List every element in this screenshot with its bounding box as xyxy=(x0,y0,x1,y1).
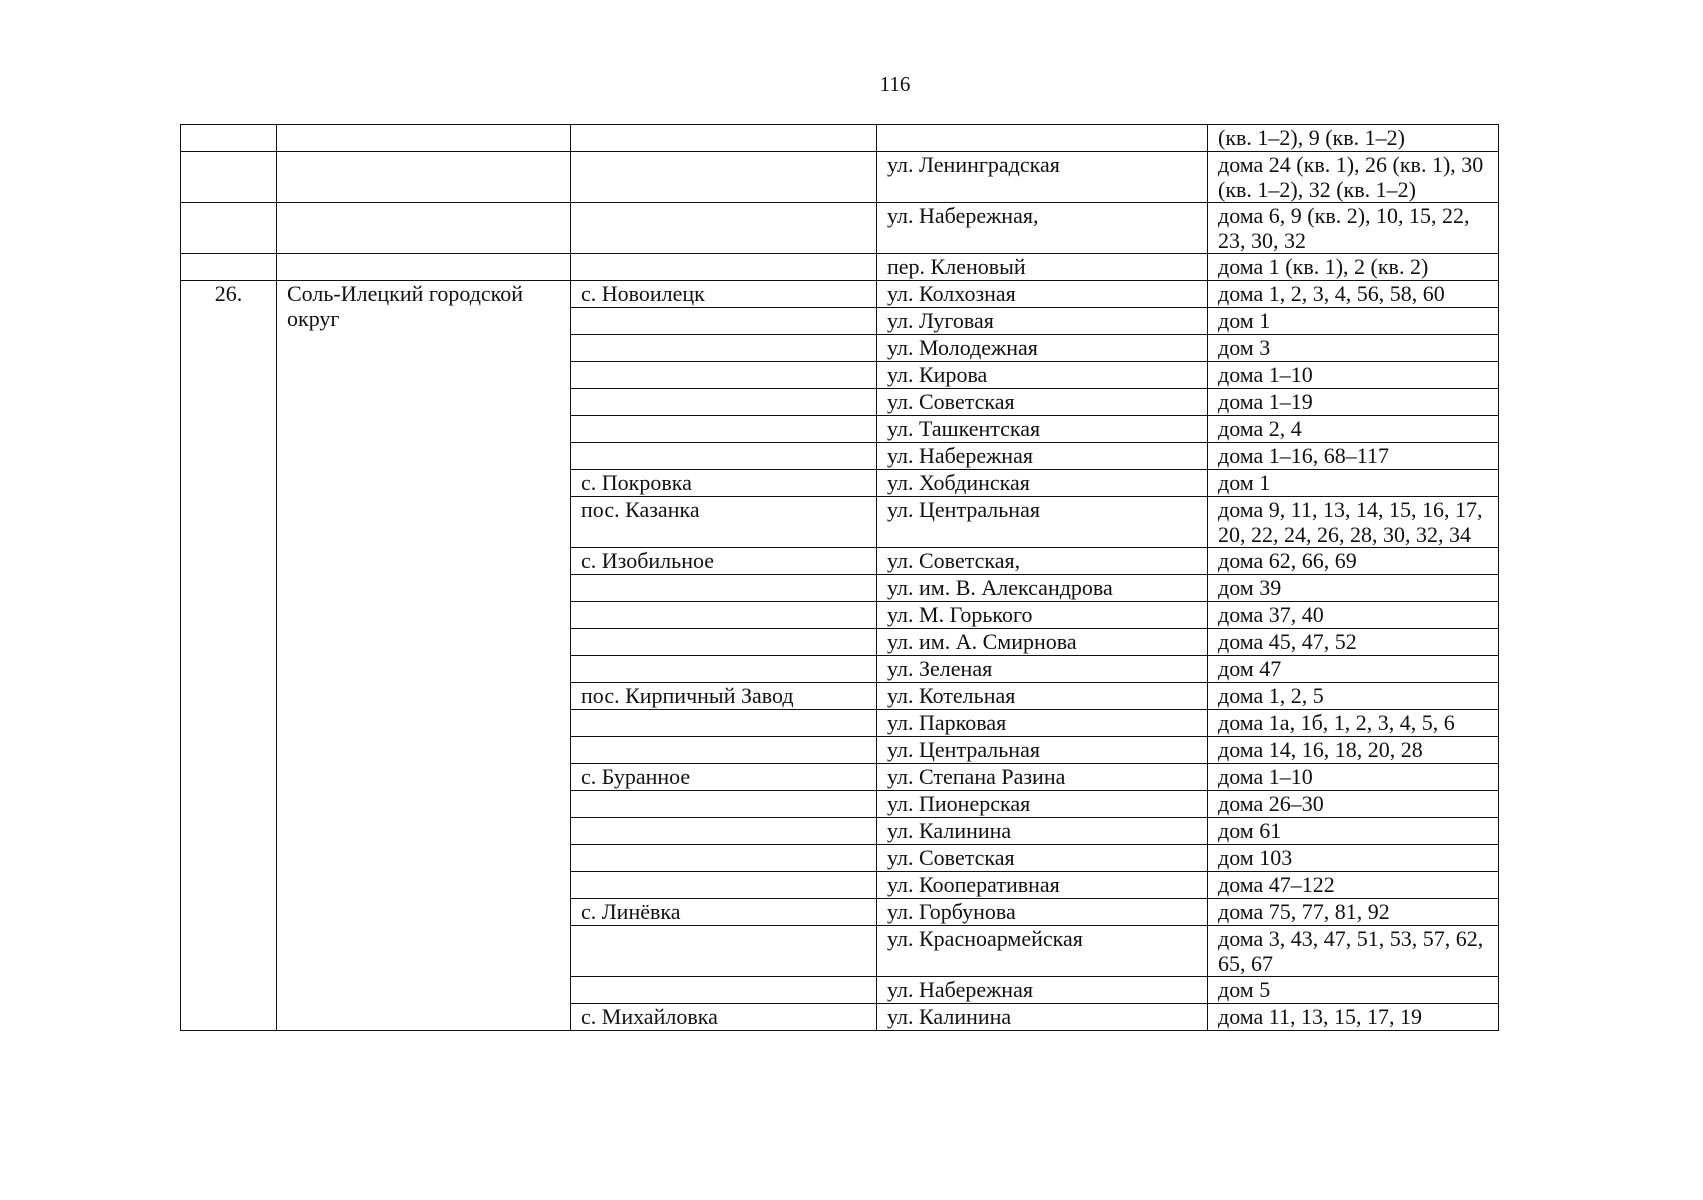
houses-cell: дома 47–122 xyxy=(1208,872,1499,899)
street-cell: ул. Пионерская xyxy=(877,791,1208,818)
settlement-cell: пос. Кирпичный Завод xyxy=(571,683,877,710)
street-cell: ул. Зеленая xyxy=(877,656,1208,683)
street-cell: ул. им. В. Александрова xyxy=(877,575,1208,602)
houses-cell: дома 11, 13, 15, 17, 19 xyxy=(1208,1004,1499,1031)
houses-cell: дома 6, 9 (кв. 2), 10, 15, 22, 23, 30, 32 xyxy=(1208,203,1499,254)
number-cell xyxy=(181,152,277,203)
houses-cell: (кв. 1–2), 9 (кв. 1–2) xyxy=(1208,125,1499,152)
settlement-cell xyxy=(571,791,877,818)
street-cell: ул. Ленинградская xyxy=(877,152,1208,203)
street-cell: ул. Калинина xyxy=(877,1004,1208,1031)
settlement-cell xyxy=(571,362,877,389)
street-cell: ул. Колхозная xyxy=(877,281,1208,308)
settlement-cell: пос. Казанка xyxy=(571,497,877,548)
street-cell xyxy=(877,125,1208,152)
settlement-cell xyxy=(571,254,877,281)
settlement-cell xyxy=(571,926,877,977)
settlement-cell xyxy=(571,416,877,443)
houses-cell: дома 1а, 1б, 1, 2, 3, 4, 5, 6 xyxy=(1208,710,1499,737)
street-cell: ул. Степана Разина xyxy=(877,764,1208,791)
street-cell: ул. Набережная xyxy=(877,443,1208,470)
table-row xyxy=(181,125,1499,152)
street-cell: ул. Луговая xyxy=(877,308,1208,335)
houses-cell: дома 1–16, 68–117 xyxy=(1208,443,1499,470)
street-cell: ул. Молодежная xyxy=(877,335,1208,362)
street-cell: ул. Набережная xyxy=(877,977,1208,1004)
houses-cell: дом 1 xyxy=(1208,308,1499,335)
street-cell: ул. Центральная xyxy=(877,737,1208,764)
houses-cell: дом 47 xyxy=(1208,656,1499,683)
number-cell xyxy=(181,254,277,281)
settlement-cell xyxy=(571,845,877,872)
street-cell: ул. Калинина xyxy=(877,818,1208,845)
address-table-body xyxy=(181,125,1499,1031)
settlement-cell: с. Изобильное xyxy=(571,548,877,575)
settlement-cell: с. Линёвка xyxy=(571,899,877,926)
houses-cell: дома 1–10 xyxy=(1208,362,1499,389)
street-cell: ул. Красноармейская xyxy=(877,926,1208,977)
district-cell: Соль-Илецкий городской округ xyxy=(277,281,571,1031)
street-cell: ул. Кирова xyxy=(877,362,1208,389)
settlement-cell xyxy=(571,575,877,602)
houses-cell: дом 5 xyxy=(1208,977,1499,1004)
houses-cell: дом 1 xyxy=(1208,470,1499,497)
settlement-cell xyxy=(571,602,877,629)
houses-cell: дом 103 xyxy=(1208,845,1499,872)
houses-cell: дома 2, 4 xyxy=(1208,416,1499,443)
houses-cell: дома 1 (кв. 1), 2 (кв. 2) xyxy=(1208,254,1499,281)
houses-cell: дома 45, 47, 52 xyxy=(1208,629,1499,656)
street-cell: ул. М. Горького xyxy=(877,602,1208,629)
settlement-cell xyxy=(571,125,877,152)
table-row xyxy=(181,281,1499,308)
settlement-cell: с. Покровка xyxy=(571,470,877,497)
settlement-cell xyxy=(571,629,877,656)
number-cell xyxy=(181,203,277,254)
settlement-cell xyxy=(571,152,877,203)
street-cell: ул. Парковая xyxy=(877,710,1208,737)
district-cell xyxy=(277,152,571,203)
houses-cell: дома 62, 66, 69 xyxy=(1208,548,1499,575)
number-cell xyxy=(181,125,277,152)
houses-cell: дом 39 xyxy=(1208,575,1499,602)
houses-cell: дома 1, 2, 5 xyxy=(1208,683,1499,710)
settlement-cell xyxy=(571,872,877,899)
settlement-cell xyxy=(571,389,877,416)
street-cell: ул. Советская xyxy=(877,389,1208,416)
settlement-cell xyxy=(571,203,877,254)
district-cell xyxy=(277,254,571,281)
street-cell: ул. Горбунова xyxy=(877,899,1208,926)
street-cell: ул. Советская, xyxy=(877,548,1208,575)
district-cell xyxy=(277,203,571,254)
houses-cell: дома 75, 77, 81, 92 xyxy=(1208,899,1499,926)
district-cell xyxy=(277,125,571,152)
street-cell: ул. Советская xyxy=(877,845,1208,872)
settlement-cell: с. Новоилецк xyxy=(571,281,877,308)
street-cell: ул. Ташкентская xyxy=(877,416,1208,443)
houses-cell: дом 61 xyxy=(1208,818,1499,845)
street-cell: ул. Центральная xyxy=(877,497,1208,548)
page-number: 116 xyxy=(879,72,911,96)
table-row xyxy=(181,254,1499,281)
settlement-cell xyxy=(571,737,877,764)
houses-cell: дома 37, 40 xyxy=(1208,602,1499,629)
houses-cell: дома 26–30 xyxy=(1208,791,1499,818)
settlement-cell xyxy=(571,443,877,470)
settlement-cell: с. Михайловка xyxy=(571,1004,877,1031)
settlement-cell xyxy=(571,710,877,737)
houses-cell: дома 1, 2, 3, 4, 56, 58, 60 xyxy=(1208,281,1499,308)
settlement-cell xyxy=(571,335,877,362)
street-cell: ул. Набережная, xyxy=(877,203,1208,254)
number-cell: 26. xyxy=(181,281,277,1031)
table-row xyxy=(181,152,1499,203)
houses-cell: дома 9, 11, 13, 14, 15, 16, 17, 20, 22, 24, 26, 28, 30, 32, 34 xyxy=(1208,497,1499,548)
table-row xyxy=(181,203,1499,254)
street-cell: ул. Котельная xyxy=(877,683,1208,710)
settlement-cell xyxy=(571,818,877,845)
houses-cell: дом 3 xyxy=(1208,335,1499,362)
settlement-cell xyxy=(571,977,877,1004)
street-cell: ул. Хобдинская xyxy=(877,470,1208,497)
houses-cell: дома 14, 16, 18, 20, 28 xyxy=(1208,737,1499,764)
houses-cell: дома 3, 43, 47, 51, 53, 57, 62, 65, 67 xyxy=(1208,926,1499,977)
settlement-cell: с. Буранное xyxy=(571,764,877,791)
houses-cell: дома 24 (кв. 1), 26 (кв. 1), 30 (кв. 1–2), 32 (кв. 1–2) xyxy=(1208,152,1499,203)
address-table xyxy=(180,124,1499,1031)
settlement-cell xyxy=(571,656,877,683)
houses-cell: дома 1–10 xyxy=(1208,764,1499,791)
houses-cell: дома 1–19 xyxy=(1208,389,1499,416)
settlement-cell xyxy=(571,308,877,335)
street-cell: ул. Кооперативная xyxy=(877,872,1208,899)
street-cell: пер. Кленовый xyxy=(877,254,1208,281)
street-cell: ул. им. А. Смирнова xyxy=(877,629,1208,656)
